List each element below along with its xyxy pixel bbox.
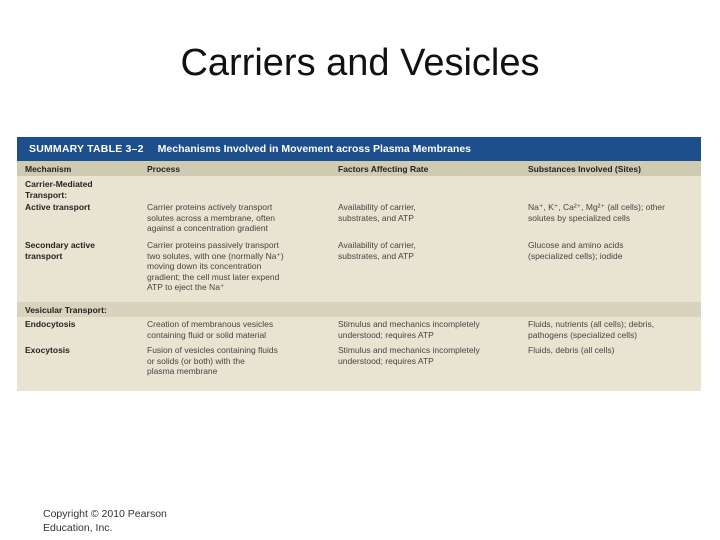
table-number: SUMMARY TABLE 3–2 xyxy=(29,143,144,155)
substances-cell: Glucose and amino acids (specialized cells); iodide xyxy=(528,240,624,261)
column-header-substances: Substances Involved (Sites) xyxy=(528,163,641,174)
table-title: Mechanisms Involved in Movement across Plasma Membranes xyxy=(157,143,472,155)
factors-cell: Availability of carrier, substrates, and ATP xyxy=(338,202,416,223)
section-label: Carrier-Mediated xyxy=(25,179,93,189)
process-cell: Carrier proteins actively transport solutes across a membrane, often against a concentration gradient xyxy=(147,202,276,233)
factors-cell: Stimulus and mechanics incompletely understood; requires ATP xyxy=(338,319,480,340)
section-label: Transport: xyxy=(25,189,68,200)
factors-cell: Availability of carrier, substrates, and ATP xyxy=(338,240,416,261)
substances-cell: Fluids, nutrients (all cells); debris, pathogens (specialized cells) xyxy=(528,319,655,340)
section-vesicular xyxy=(17,302,701,317)
summary-table xyxy=(17,137,701,391)
copyright-notice: Copyright © 2010 Pearson Education, Inc. xyxy=(43,508,167,534)
mechanism-cell: Secondary active transport xyxy=(25,240,95,261)
mechanism-cell: Exocytosis xyxy=(25,345,70,355)
table-row xyxy=(17,345,701,381)
table-header-bar xyxy=(17,137,701,161)
substances-cell: Fluids, debris (all cells) xyxy=(528,345,615,355)
slide-title: Carriers and Vesicles xyxy=(180,42,540,84)
substances-cell: Na⁺, K⁺, Ca²⁺, Mg²⁺ (all cells); other solutes by specialized cells xyxy=(528,202,665,223)
column-headers xyxy=(17,161,701,176)
process-cell: Carrier proteins passively transport two solutes, with one (normally Na⁺) moving down its concentration gradient; the cell must later expend ATP to eject the Na⁺ xyxy=(147,240,284,292)
process-cell: Fusion of vesicles containing fluids or solids (or both) with the plasma membrane xyxy=(147,345,278,376)
column-header-process: Process xyxy=(147,163,181,174)
mechanism-cell: Active transport xyxy=(25,202,91,212)
column-header-factors: Factors Affecting Rate xyxy=(338,163,429,174)
section-label: Vesicular Transport: xyxy=(25,305,107,315)
table-row xyxy=(17,202,701,240)
table-row xyxy=(17,317,701,345)
process-cell: Creation of membranous vesicles containing fluid or solid material xyxy=(147,319,274,340)
column-header-mechanism: Mechanism xyxy=(25,163,72,174)
mechanism-cell: Endocytosis xyxy=(25,319,76,329)
section-carrier-mediated xyxy=(17,176,701,200)
factors-cell: Stimulus and mechanics incompletely understood; requires ATP xyxy=(338,345,480,366)
table-row xyxy=(17,240,701,302)
